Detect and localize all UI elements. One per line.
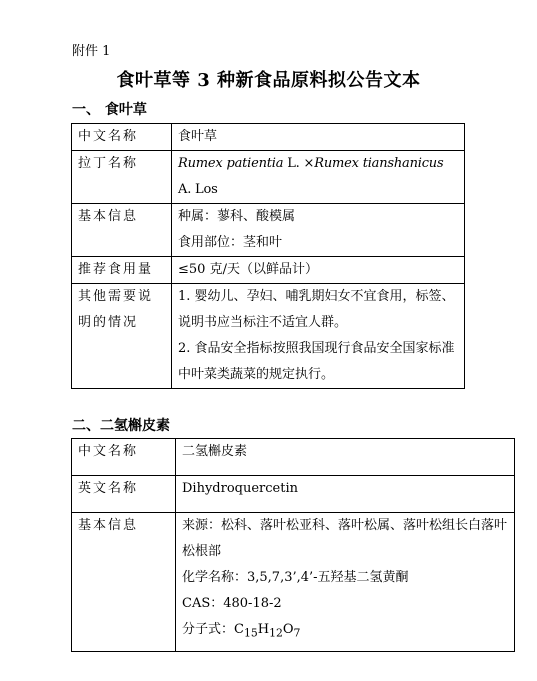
- formula-subscript: 7: [293, 626, 301, 640]
- latin-name-cell: [172, 151, 465, 204]
- row-label: 中文名称: [72, 124, 172, 151]
- row-label: 拉丁名称: [72, 151, 172, 204]
- note-item: 1. 婴幼儿、孕妇、哺乳期妇女不宜食用，标签、说明书应当标注不适宜人群。: [178, 289, 455, 330]
- row-value: [176, 513, 515, 652]
- table-row: [72, 124, 465, 151]
- table-row: [72, 476, 515, 513]
- row-value: [172, 284, 465, 389]
- attachment-label: 附件 1: [72, 44, 111, 59]
- formula-subscript: 15: [243, 626, 258, 640]
- table-row: [72, 257, 465, 284]
- row-label: 中文名称: [72, 439, 176, 476]
- section-2-table: [71, 438, 515, 652]
- source-line: 来源：松科、落叶松亚科、落叶松属、落叶松组长白落叶松根部: [182, 518, 508, 559]
- formula-label: 分子式：: [182, 622, 235, 637]
- row-value: Dihydroquercetin: [176, 476, 515, 513]
- latin-name-part: Rumex patientia: [178, 156, 284, 171]
- formula-line: [182, 617, 508, 647]
- chemical-name-line: 化学名称：3,5,7,3’,4’-五羟基二氢黄酮: [182, 570, 409, 585]
- row-label: 基本信息: [72, 204, 172, 257]
- section-1-table: [71, 123, 465, 389]
- note-item: 2. 食品安全指标按照我国现行食品安全国家标准中叶菜类蔬菜的规定执行。: [178, 341, 455, 382]
- row-label: 推荐食用量: [72, 257, 172, 284]
- table-row: [72, 513, 515, 652]
- formula-element: C: [234, 622, 244, 637]
- section-1-heading: 一、 食叶草: [72, 102, 147, 118]
- genus-line: 种属：蓼科、酸模属: [178, 209, 296, 224]
- latin-author: A. Los: [178, 182, 218, 197]
- formula-subscript: 12: [269, 626, 283, 640]
- edible-part-line: 食用部位：茎和叶: [178, 235, 283, 250]
- row-value: 二氢槲皮素: [176, 439, 515, 476]
- row-value: [172, 204, 465, 257]
- formula-element: O: [282, 622, 294, 637]
- row-label: 基本信息: [72, 513, 176, 652]
- document-title: 食叶草等 3 种新食品原料拟公告文本: [116, 70, 421, 91]
- row-label: 其他需要说明的情况: [72, 284, 172, 389]
- row-value: 食叶草: [172, 124, 465, 151]
- row-label: 英文名称: [72, 476, 176, 513]
- cas-line: CAS：480-18-2: [182, 596, 282, 611]
- section-2-heading: 二、二氢槲皮素: [72, 418, 170, 434]
- latin-author: L. ×: [283, 156, 315, 171]
- table-row: [72, 151, 465, 204]
- table-row: [72, 284, 465, 389]
- row-value: ≤50 克/天（以鲜品计）: [172, 257, 465, 284]
- latin-name-part: Rumex tianshanicus: [314, 156, 444, 171]
- table-row: [72, 439, 515, 476]
- formula-element: H: [257, 622, 270, 637]
- table-row: [72, 204, 465, 257]
